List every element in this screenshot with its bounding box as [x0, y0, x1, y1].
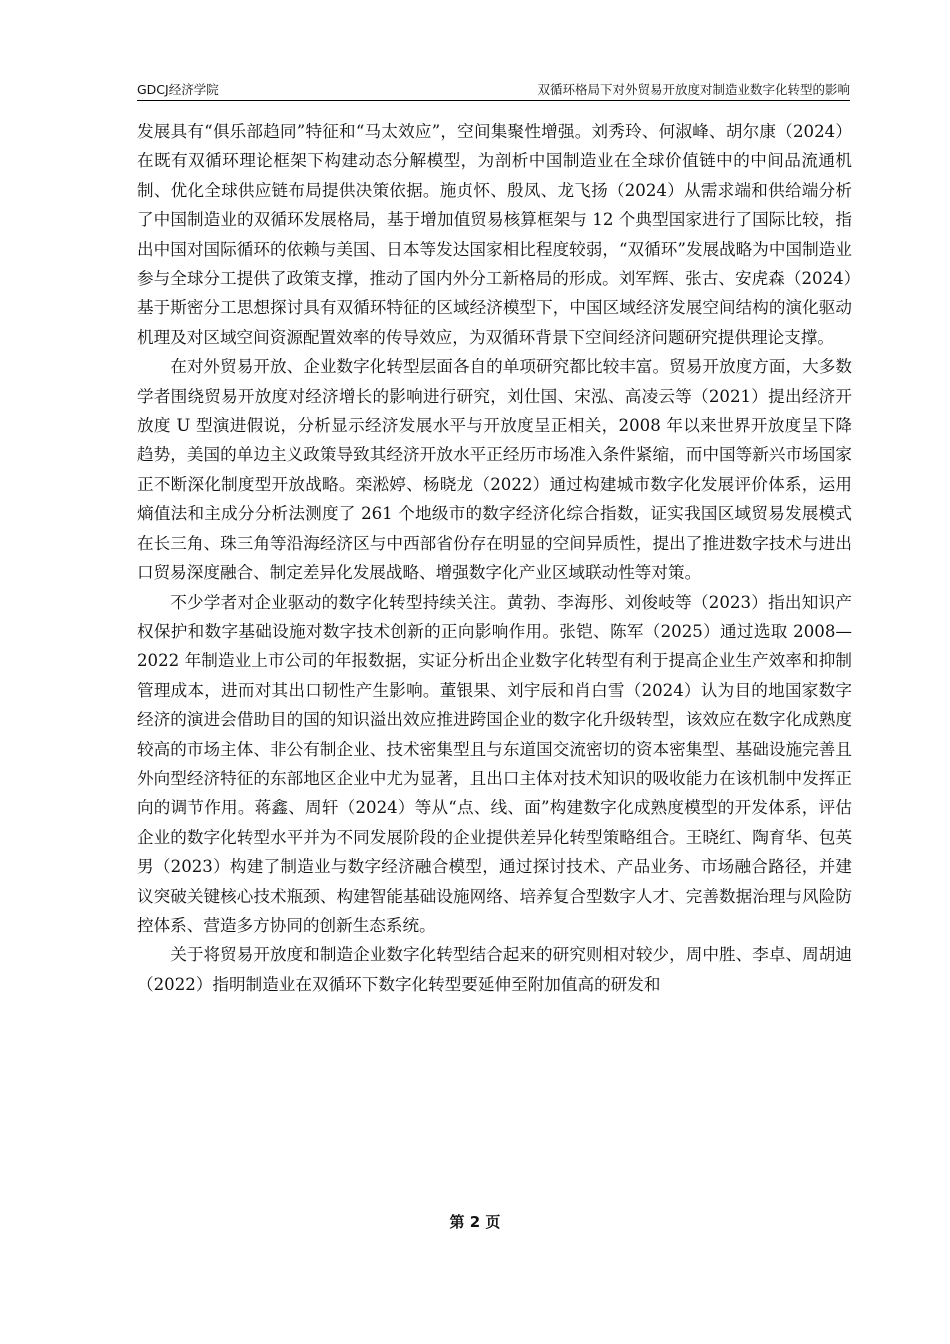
body-text [137, 117, 852, 999]
header-left-title: GDCJ经济学院 [137, 82, 219, 97]
paragraph-combined-research: 关于将贸易开放度和制造企业数字化转型结合起来的研究则相对较少，周中胜、李卓、周胡迪（2022）指明制造业在双循环下数字化转型要延伸至附加值高的研发和 [137, 945, 852, 994]
header-right-title: 双循环格局下对外贸易开放度对制造业数字化转型的影响 [537, 82, 850, 97]
page-header [137, 76, 850, 98]
page-number: 第 2 页 [449, 1213, 501, 1231]
paragraph-digital-transformation: 不少学者对企业驱动的数字化转型持续关注。黄勃、李海彤、刘俊岐等（2023）指出知识产权保护和数字基础设施对数字技术创新的正向影响作用。张铠、陈军（2025）通过选取 2008—2022 年制造业上市公司的年报数据，实证分析出企业数字化转型有利于提高企业生产效率和抑制管理成本，进而对其出口韧性产生影响。董银果、刘宇辰和肖白雪（2024）认为目的地国家数字经济的演进会借助目的国的知识溢出效应推进跨国企业的数字化升级转型，该效应在数字化成熟度较高的市场主体、非公有制企业、技术密集型且与东道国交流密切的资本密集型、基础设施完善且外向型经济特征的东部地区企业中尤为显著，且出口主体对技术知识的吸收能力在该机制中发挥正向的调节作用。蒋鑫、周轩（2024）等从“点、线、面”构建数字化成熟度模型的开发体系，评估企业的数字化转型水平并为不同发展阶段的企业提供差异化转型策略组合。王晓红、陶育华、包英男（2023）构建了制造业与数字经济融合模型，通过探讨技术、产品业务、市场融合路径，并建议突破关键核心技术瓶颈、构建智能基础设施网络、培养复合型数字人才、完善数据治理与风险防控体系、营造多方协同的创新生态系统。 [137, 592, 852, 935]
paragraph-continued: 发展具有“俱乐部趋同”特征和“马太效应”，空间集聚性增强。刘秀玲、何淑峰、胡尔康（2024）在既有双循环理论框架下构建动态分解模型，为剖析中国制造业在全球价值链中的中间品流通机制、优化全球供应链布局提供决策依据。施贞怀、殷凤、龙飞扬（2024）从需求端和供给端分析了中国制造业的双循环发展格局，基于增加值贸易核算框架与 12 个典型国家进行了国际比较，指出中国对国际循环的依赖与美国、日本等发达国家相比程度较弱，“双循环”发展战略为中国制造业参与全球分工提供了政策支撑，推动了国内外分工新格局的形成。刘军辉、张古、安虎森（2024）基于斯密分工思想探讨具有双循环特征的区域经济模型下，中国区域经济发展空间结构的演化驱动机理及对区域空间资源配置效率的传导效应，为双循环背景下空间经济问题研究提供理论支撑。 [137, 122, 852, 347]
header-rule [137, 100, 850, 101]
paragraph-trade-openness: 在对外贸易开放、企业数字化转型层面各自的单项研究都比较丰富。贸易开放度方面，大多数学者围绕贸易开放度对经济增长的影响进行研究，刘仕国、宋泓、高凌云等（2021）提出经济开放度 U 型演进假说，分析显示经济发展水平与开放度呈正相关，2008 年以来世界开放度呈下降趋势，美国的单边主义政策导致其经济开放水平正经历市场准入条件紧缩，而中国等新兴市场国家正不断深化制度型开放战略。栾淞婷、杨晓龙（2022）通过构建城市数字化发展评价体系，运用熵值法和主成分分析法测度了 261 个地级市的数字经济化综合指数，证实我国区域贸易发展模式在长三角、珠三角等沿海经济区与中西部省份存在明显的空间异质性，提出了推进数字技术与进出口贸易深度融合、制定差异化发展战略、增强数字化产业区域联动性等对策。 [137, 357, 852, 583]
